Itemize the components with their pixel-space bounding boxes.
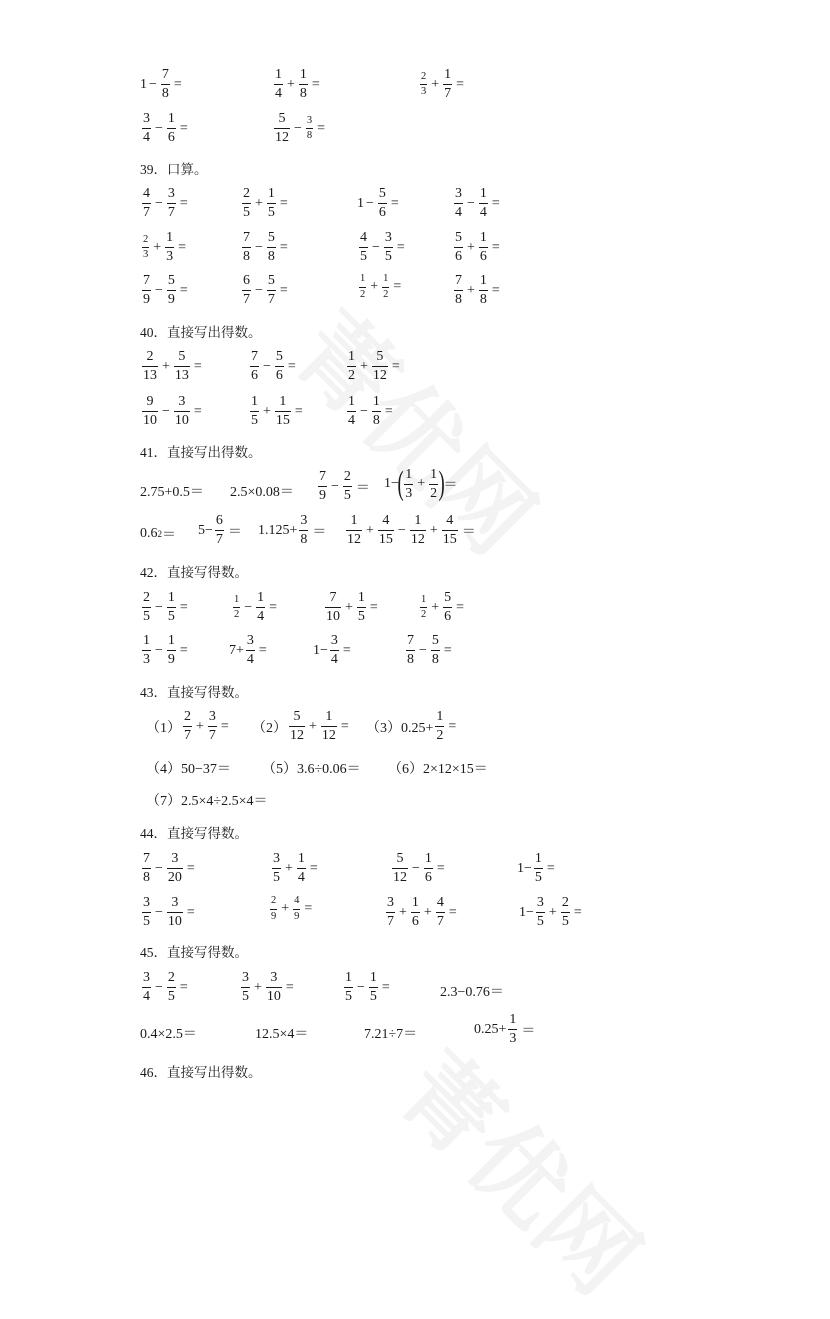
math-expression: $\frac{7}{8}$ − $\frac{3}{20}$ = <box>143 851 195 885</box>
fraction: $\frac{1}{4}$ <box>275 67 282 101</box>
fraction: $\frac{3}{7}$ <box>208 709 216 743</box>
math-expression: 0.4×2.5＝ <box>140 1027 197 1042</box>
math-expression: 7.21÷7＝ <box>364 1027 418 1042</box>
math-expression: $\frac{7}{8}$ − $\frac{5}{8}$ = <box>407 633 452 667</box>
fraction: $\frac{3}{7}$ <box>387 895 394 929</box>
fraction: $\frac{1}{7}$ <box>444 67 452 101</box>
math-expression: $\frac{3}{4}$ − $\frac{1}{6}$ = <box>143 111 188 145</box>
fraction: $\frac{7}{8}$ <box>243 230 250 264</box>
math-expression: $\frac{6}{7}$ − $\frac{5}{7}$ = <box>243 273 288 307</box>
math-expression: $\frac{3}{7}$ + $\frac{1}{6}$ + $\frac{4}{7}$ = <box>387 895 457 929</box>
math-expression: （4）50−37＝ <box>146 762 231 777</box>
fraction: $\frac{2}{5}$ <box>143 590 150 624</box>
math-expression: $\frac{7}{8}$ − $\frac{5}{8}$ = <box>243 230 288 264</box>
fraction: $\frac{7}{8}$ <box>143 851 150 885</box>
fraction: $\frac{2}{5}$ <box>343 469 351 503</box>
fraction: $\frac{2}{5}$ <box>167 970 175 1004</box>
math-expression: 5− $\frac{6}{7}$ ＝ <box>198 513 242 547</box>
s45-heading: 45．直接写得数。 <box>140 945 248 960</box>
math-expression: $\frac{9}{10}$ − $\frac{3}{10}$ = <box>143 394 202 428</box>
fraction: $\frac{4}{15}$ <box>442 513 457 547</box>
math-expression: $\frac{1}{5}$ + $\frac{1}{15}$ = <box>251 394 303 428</box>
math-expression: （6）2×12×15＝ <box>388 762 488 777</box>
fraction: $\frac{1}{2}$ <box>234 593 240 620</box>
fraction: $\frac{5}{8}$ <box>431 633 439 667</box>
s43-heading: 43．直接写得数。 <box>140 685 248 700</box>
math-expression: $\frac{1}{4}$ − $\frac{1}{8}$ = <box>348 394 393 428</box>
fraction: $\frac{3}{5}$ <box>273 851 280 885</box>
math-expression: $\frac{1}{2}$ + $\frac{5}{12}$ = <box>348 349 400 383</box>
math-expression: 1 − $\frac{5}{6}$ = <box>357 186 399 220</box>
fraction: $\frac{7}{6}$ <box>251 349 258 383</box>
fraction: $\frac{5}{6}$ <box>455 230 462 264</box>
math-expression: $\frac{1}{4}$ + $\frac{1}{8}$ = <box>275 67 320 101</box>
math-expression: （7）2.5×4÷2.5×4＝ <box>146 794 268 809</box>
fraction: $\frac{7}{8}$ <box>455 273 462 307</box>
fraction: $\frac{1}{3}$ <box>166 230 174 264</box>
fraction: $\frac{1}{2}$ <box>360 273 366 300</box>
math-expression: $\frac{7}{10}$ + $\frac{1}{5}$ = <box>326 590 378 624</box>
s41-heading: 41．直接写出得数。 <box>140 445 262 460</box>
s40-heading: 40．直接写出得数。 <box>140 325 262 340</box>
math-expression: $\frac{2}{5}$ + $\frac{1}{5}$ = <box>243 186 288 220</box>
fraction: $\frac{2}{3}$ <box>143 233 149 260</box>
fraction: $\frac{5}{13}$ <box>174 349 189 383</box>
math-expression: 1 − $\frac{7}{8}$ = <box>140 67 182 101</box>
math-expression: $\frac{1}{2}$ + $\frac{5}{6}$ = <box>421 590 465 624</box>
fraction: $\frac{3}{4}$ <box>330 633 338 667</box>
fraction: $\frac{3}{20}$ <box>167 851 182 885</box>
math-expression: $\frac{1}{3}$ − $\frac{1}{9}$ = <box>143 633 188 667</box>
math-expression: （2） $\frac{5}{12}$ + $\frac{1}{12}$ = <box>252 709 349 743</box>
s42-heading: 42．直接写得数。 <box>140 565 248 580</box>
fraction: $\frac{6}{7}$ <box>215 513 223 547</box>
math-expression: （1） $\frac{2}{7}$ + $\frac{3}{7}$ = <box>146 709 229 743</box>
math-expression: $\frac{5}{12}$ − $\frac{1}{6}$ = <box>393 851 445 885</box>
math-expression: $\frac{4}{7}$ − $\frac{3}{7}$ = <box>143 186 188 220</box>
math-expression: $\frac{1}{12}$ + $\frac{4}{15}$ − $\frac{1}{12}$ + $\frac{4}{15}$ ＝ <box>347 513 476 547</box>
fraction: $\frac{3}{5}$ <box>384 230 392 264</box>
math-expression: $\frac{2}{5}$ − $\frac{1}{5}$ = <box>143 590 188 624</box>
fraction: $\frac{1}{3}$ <box>509 1012 517 1046</box>
fraction: $\frac{1}{4}$ <box>297 851 305 885</box>
fraction: $\frac{5}{6}$ <box>275 349 283 383</box>
math-expression: $\frac{2}{3}$ + $\frac{1}{3}$ = <box>143 230 187 264</box>
math-expression: $\frac{3}{5}$ + $\frac{1}{4}$ = <box>273 851 318 885</box>
fraction: $\frac{1}{6}$ <box>167 111 175 145</box>
math-expression: $\frac{7}{6}$ − $\frac{5}{6}$ = <box>251 349 296 383</box>
fraction: $\frac{1}{5}$ <box>251 394 258 428</box>
fraction: $\frac{5}{8}$ <box>267 230 275 264</box>
fraction: $\frac{5}{12}$ <box>372 349 387 383</box>
fraction: $\frac{3}{5}$ <box>536 895 544 929</box>
math-expression: $\frac{7}{9}$ − $\frac{5}{9}$ = <box>143 273 188 307</box>
s39-heading: 39．口算。 <box>140 162 208 177</box>
fraction: $\frac{5}{12}$ <box>393 851 407 885</box>
fraction: $\frac{6}{7}$ <box>243 273 250 307</box>
fraction: $\frac{4}{5}$ <box>360 230 367 264</box>
fraction: $\frac{7}{8}$ <box>407 633 414 667</box>
fraction: $\frac{2}{13}$ <box>143 349 157 383</box>
fraction: $\frac{1}{2}$ <box>421 593 427 620</box>
fraction: $\frac{1}{5}$ <box>534 851 542 885</box>
math-expression: 0.6 2 ＝ <box>140 526 176 543</box>
fraction: $\frac{1}{12}$ <box>321 709 336 743</box>
fraction: $\frac{7}{9}$ <box>319 469 326 503</box>
s46-heading: 46．直接写出得数。 <box>140 1065 262 1080</box>
fraction: $\frac{1}{3}$ <box>143 633 150 667</box>
s44-heading: 44．直接写得数。 <box>140 826 248 841</box>
fraction: $\frac{1}{5}$ <box>357 590 365 624</box>
math-expression: $\frac{5}{12}$ − $\frac{3}{8}$ = <box>275 111 326 145</box>
fraction: $\frac{9}{10}$ <box>143 394 157 428</box>
math-expression: $\frac{7}{9}$ − $\frac{2}{5}$ ＝ <box>319 469 370 503</box>
fraction: $\frac{2}{3}$ <box>421 70 427 97</box>
fraction: $\frac{1}{2}$ <box>430 466 438 501</box>
math-expression: 7+ $\frac{3}{4}$ = <box>229 633 267 667</box>
fraction: $\frac{5}{6}$ <box>378 186 386 220</box>
fraction: $\frac{1}{8}$ <box>299 67 307 101</box>
fraction: $\frac{3}{5}$ <box>242 970 249 1004</box>
math-expression: $\frac{1}{2}$ + $\frac{1}{2}$ = <box>360 273 402 300</box>
fraction: $\frac{1}{8}$ <box>479 273 487 307</box>
fraction: $\frac{3}{7}$ <box>167 186 175 220</box>
fraction: $\frac{1}{2}$ <box>348 349 355 383</box>
fraction: $\frac{4}{7}$ <box>436 895 444 929</box>
fraction: $\frac{3}{4}$ <box>143 970 150 1004</box>
fraction: $\frac{1}{3}$ <box>405 466 413 501</box>
fraction: $\frac{1}{12}$ <box>347 513 361 547</box>
math-expression: （5）3.6÷0.06＝ <box>262 762 361 777</box>
fraction: $\frac{3}{10}$ <box>167 895 182 929</box>
fraction: $\frac{1}{6}$ <box>411 895 419 929</box>
fraction: $\frac{2}{5}$ <box>561 895 569 929</box>
math-expression: 1− $\frac{3}{5}$ + $\frac{2}{5}$ = <box>519 895 582 929</box>
fraction: $\frac{5}{12}$ <box>290 709 304 743</box>
fraction: $\frac{3}{10}$ <box>174 394 189 428</box>
fraction: $\frac{4}{15}$ <box>378 513 393 547</box>
fraction: $\frac{3}{4}$ <box>455 186 462 220</box>
fraction: $\frac{2}{9}$ <box>271 895 277 922</box>
fraction: $\frac{7}{10}$ <box>326 590 340 624</box>
math-expression: 2.3−0.76＝ <box>440 985 504 1000</box>
math-expression: $\frac{2}{3}$ + $\frac{1}{7}$ = <box>421 67 465 101</box>
fraction: $\frac{1}{15}$ <box>275 394 290 428</box>
fraction: $\frac{1}{4}$ <box>479 186 487 220</box>
math-expression: $\frac{3}{5}$ − $\frac{3}{10}$ = <box>143 895 195 929</box>
fraction: $\frac{5}{7}$ <box>267 273 275 307</box>
fraction: $\frac{4}{9}$ <box>294 895 300 922</box>
fraction: $\frac{1}{4}$ <box>348 394 355 428</box>
fraction: $\frac{1}{8}$ <box>372 394 380 428</box>
math-expression: 1− $\frac{1}{5}$ = <box>517 851 555 885</box>
fraction: $\frac{7}{8}$ <box>161 67 169 101</box>
fraction: $\frac{1}{2}$ <box>383 273 389 300</box>
math-expression: 2.5×0.08＝ <box>230 485 294 500</box>
fraction: $\frac{1}{5}$ <box>345 970 352 1004</box>
fraction: $\frac{1}{5}$ <box>167 590 175 624</box>
math-expression: 0.25+ $\frac{1}{3}$ ＝ <box>474 1012 536 1046</box>
fraction: $\frac{7}{9}$ <box>143 273 150 307</box>
fraction: $\frac{4}{7}$ <box>143 186 150 220</box>
fraction: $\frac{5}{9}$ <box>167 273 175 307</box>
math-expression: $\frac{2}{9}$ + $\frac{4}{9}$ = <box>271 895 313 922</box>
watermark-2 <box>374 1018 675 1319</box>
fraction: $\frac{3}{8}$ <box>306 114 313 141</box>
math-expression: 1− ( $\frac{1}{3}$ + $\frac{1}{2}$ ) ＝ <box>384 465 458 502</box>
math-expression: （3）0.25+ $\frac{1}{2}$ = <box>366 709 457 743</box>
fraction: $\frac{3}{5}$ <box>143 895 150 929</box>
math-expression: $\frac{3}{4}$ − $\frac{1}{4}$ = <box>455 186 500 220</box>
math-expression: $\frac{3}{4}$ − $\frac{2}{5}$ = <box>143 970 188 1004</box>
fraction: $\frac{3}{4}$ <box>246 633 254 667</box>
fraction: $\frac{2}{7}$ <box>184 709 191 743</box>
fraction: $\frac{5}{12}$ <box>275 111 289 145</box>
fraction: $\frac{1}{5}$ <box>369 970 377 1004</box>
fraction: $\frac{3}{10}$ <box>266 970 281 1004</box>
fraction: $\frac{1}{2}$ <box>436 709 444 743</box>
fraction: $\frac{1}{6}$ <box>424 851 432 885</box>
math-expression: $\frac{1}{5}$ − $\frac{1}{5}$ = <box>345 970 390 1004</box>
math-expression: $\frac{4}{5}$ − $\frac{3}{5}$ = <box>360 230 405 264</box>
math-expression: 1.125+ $\frac{3}{8}$ ＝ <box>258 513 327 547</box>
fraction: $\frac{1}{5}$ <box>267 186 275 220</box>
math-expression: $\frac{5}{6}$ + $\frac{1}{6}$ = <box>455 230 500 264</box>
fraction: $\frac{3}{8}$ <box>300 513 308 547</box>
math-expression: $\frac{2}{13}$ + $\frac{5}{13}$ = <box>143 349 202 383</box>
math-expression: 2.75+0.5＝ <box>140 485 204 500</box>
fraction: $\frac{1}{4}$ <box>257 590 265 624</box>
fraction: $\frac{2}{5}$ <box>243 186 250 220</box>
math-expression: 1− $\frac{3}{4}$ = <box>313 633 351 667</box>
math-expression: $\frac{7}{8}$ + $\frac{1}{8}$ = <box>455 273 500 307</box>
fraction: $\frac{5}{6}$ <box>444 590 452 624</box>
math-expression: $\frac{1}{2}$ − $\frac{1}{4}$ = <box>234 590 278 624</box>
fraction: $\frac{1}{6}$ <box>479 230 487 264</box>
fraction: $\frac{1}{9}$ <box>167 633 175 667</box>
fraction: $\frac{1}{12}$ <box>410 513 425 547</box>
math-expression: $\frac{3}{5}$ + $\frac{3}{10}$ = <box>242 970 294 1004</box>
math-expression: 12.5×4＝ <box>255 1027 309 1042</box>
fraction: $\frac{3}{4}$ <box>143 111 150 145</box>
